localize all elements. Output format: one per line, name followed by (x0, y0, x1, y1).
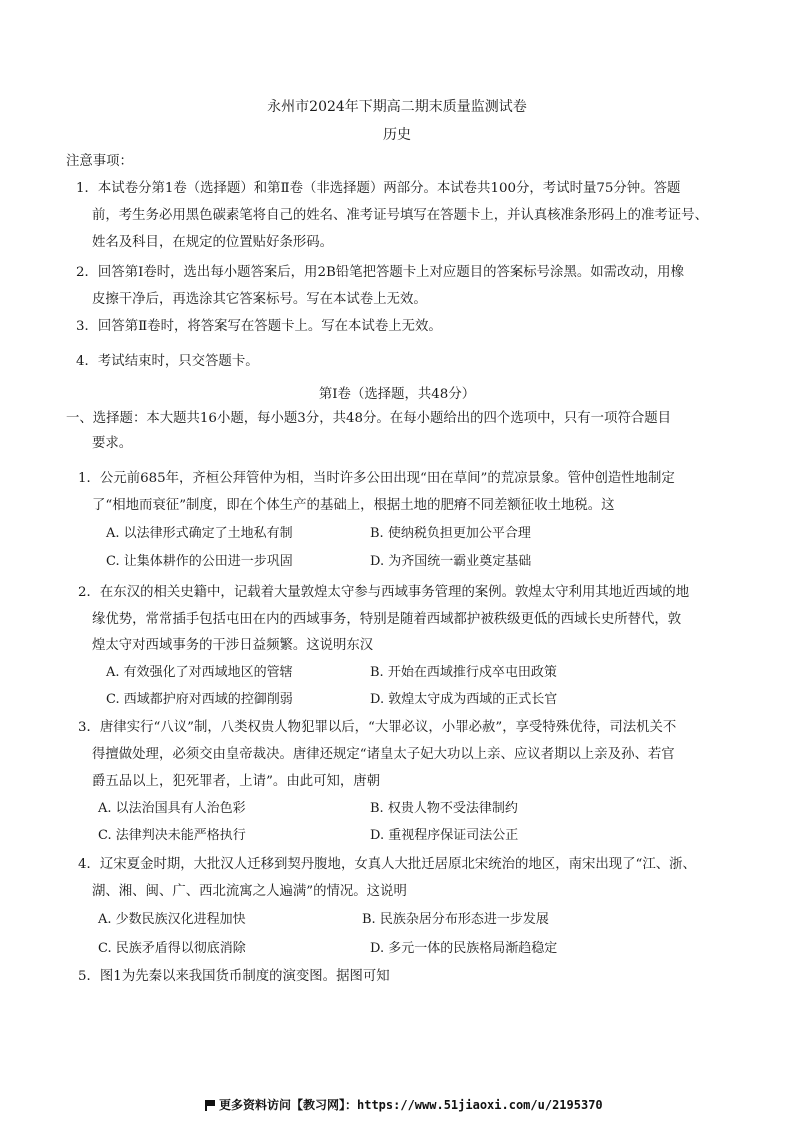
question-stem: 5．图1为先秦以来我国货币制度的演变图。据图可知 (78, 969, 390, 984)
footer-text: 更多资料访问【教习网】：https://www.51jiaoxi.com/u/2195370 (219, 1098, 603, 1112)
option-c: C. 民族矛盾得以彻底消除 (98, 941, 246, 956)
question-stem: 1．公元前685年，齐桓公拜管仲为相，当时许多公田出现“田在草间”的荒凉景象。管仲创造性地制定 (78, 471, 675, 486)
footer-link[interactable] (205, 1096, 603, 1113)
option-b: B. 使纳税负担更加公平合理 (370, 526, 531, 541)
notice-line: 3．回答第Ⅱ卷时，将答案写在答题卡上。写在本试卷上无效。 (76, 319, 442, 334)
notice-line: 4．考试结束时，只交答题卡。 (76, 354, 259, 369)
section-instructions: 一、选择题：本大题共16小题，每小题3分，共48分。在每小题给出的四个选项中，只有一项符合题目 (66, 411, 672, 426)
exam-subject: 历史 (383, 127, 411, 143)
option-d: D. 重视程序保证司法公正 (370, 828, 519, 843)
option-b: B. 权贵人物不受法律制约 (370, 801, 518, 816)
option-c: C. 法律判决未能严格执行 (98, 828, 246, 843)
exam-title: 永州市2024年下期高二期末质量监测试卷 (267, 99, 527, 115)
section-title: 第Ⅰ卷（选择题，共48分） (318, 387, 476, 402)
question-stem: 湖、湘、闽、广、西北流寓之人遍满”的情况。这说明 (92, 884, 407, 899)
option-a: A. 以法律形式确定了土地私有制 (106, 526, 293, 541)
question-stem: 2．在东汉的相关史籍中，记载着大量敦煌太守参与西域事务管理的案例。敦煌太守利用其地近西域的地 (78, 585, 690, 600)
option-b: B. 民族杂居分布形态进一步发展 (362, 912, 549, 927)
notice-line: 前，考生务必用黑色碳素笔将自己的姓名、准考证号填写在答题卡上，并认真核准条形码上的准考证号、 (92, 208, 708, 223)
question-stem: 缘优势，常常插手包括屯田在内的西域事务，特别是随着西域都护被秩级更低的西域长史所替代，敦 (92, 612, 682, 627)
option-d: D. 为齐国统一霸业奠定基础 (370, 554, 532, 569)
notice-heading: 注意事项： (66, 154, 133, 169)
question-stem: 得擅做处理，必须交由皇帝裁决。唐律还规定“诸皇太子妃大功以上亲、应议者期以上亲及孙、若官 (92, 747, 675, 762)
option-b: B. 开始在西域推行戍卒屯田政策 (370, 665, 557, 680)
option-c: C. 让集体耕作的公田进一步巩固 (106, 554, 293, 569)
option-d: D. 多元一体的民族格局渐趋稳定 (370, 941, 558, 956)
option-a: A. 有效强化了对西域地区的管辖 (106, 665, 293, 680)
question-stem: 4．辽宋夏金时期，大批汉人迁移到契丹腹地，女真人大批迁居原北宋统治的地区，南宋出现了“江、浙、 (78, 857, 696, 872)
section-instructions: 要求。 (92, 436, 133, 451)
option-d: D. 敦煌太守成为西域的正式长官 (370, 692, 558, 707)
notice-line: 1．本试卷分第1卷（选择题）和第Ⅱ卷（非选择题）两部分。本试卷共100分，考试时量75分钟。答题 (76, 181, 681, 196)
option-c: C. 西域都护府对西域的控御削弱 (106, 692, 293, 707)
option-a: A. 以法治国具有人治色彩 (98, 801, 246, 816)
question-stem: 煌太守对西域事务的干涉日益频繁。这说明东汉 (92, 638, 374, 653)
question-stem: 了“相地而衰征”制度，即在个体生产的基础上，根据土地的肥瘠不同差额征收土地税。这 (92, 498, 615, 513)
notice-line: 姓名及科目，在规定的位置贴好条形码。 (92, 235, 334, 250)
flag-icon (205, 1100, 215, 1110)
notice-line: 2．回答第Ⅰ卷时，选出每小题答案后，用2B铅笔把答题卡上对应题目的答案标号涂黑。如需改动，用橡 (76, 265, 684, 280)
option-a: A. 少数民族汉化进程加快 (98, 912, 246, 927)
question-stem: 3．唐律实行“八议”制，八类权贵人物犯罪以后，“大罪必议，小罪必赦”，享受特殊优待，司法机关不 (78, 720, 677, 735)
question-stem: 爵五品以上，犯死罪者，上请”。由此可知，唐朝 (92, 774, 381, 789)
notice-line: 皮擦干净后，再选涂其它答案标号。写在本试卷上无效。 (92, 292, 427, 307)
